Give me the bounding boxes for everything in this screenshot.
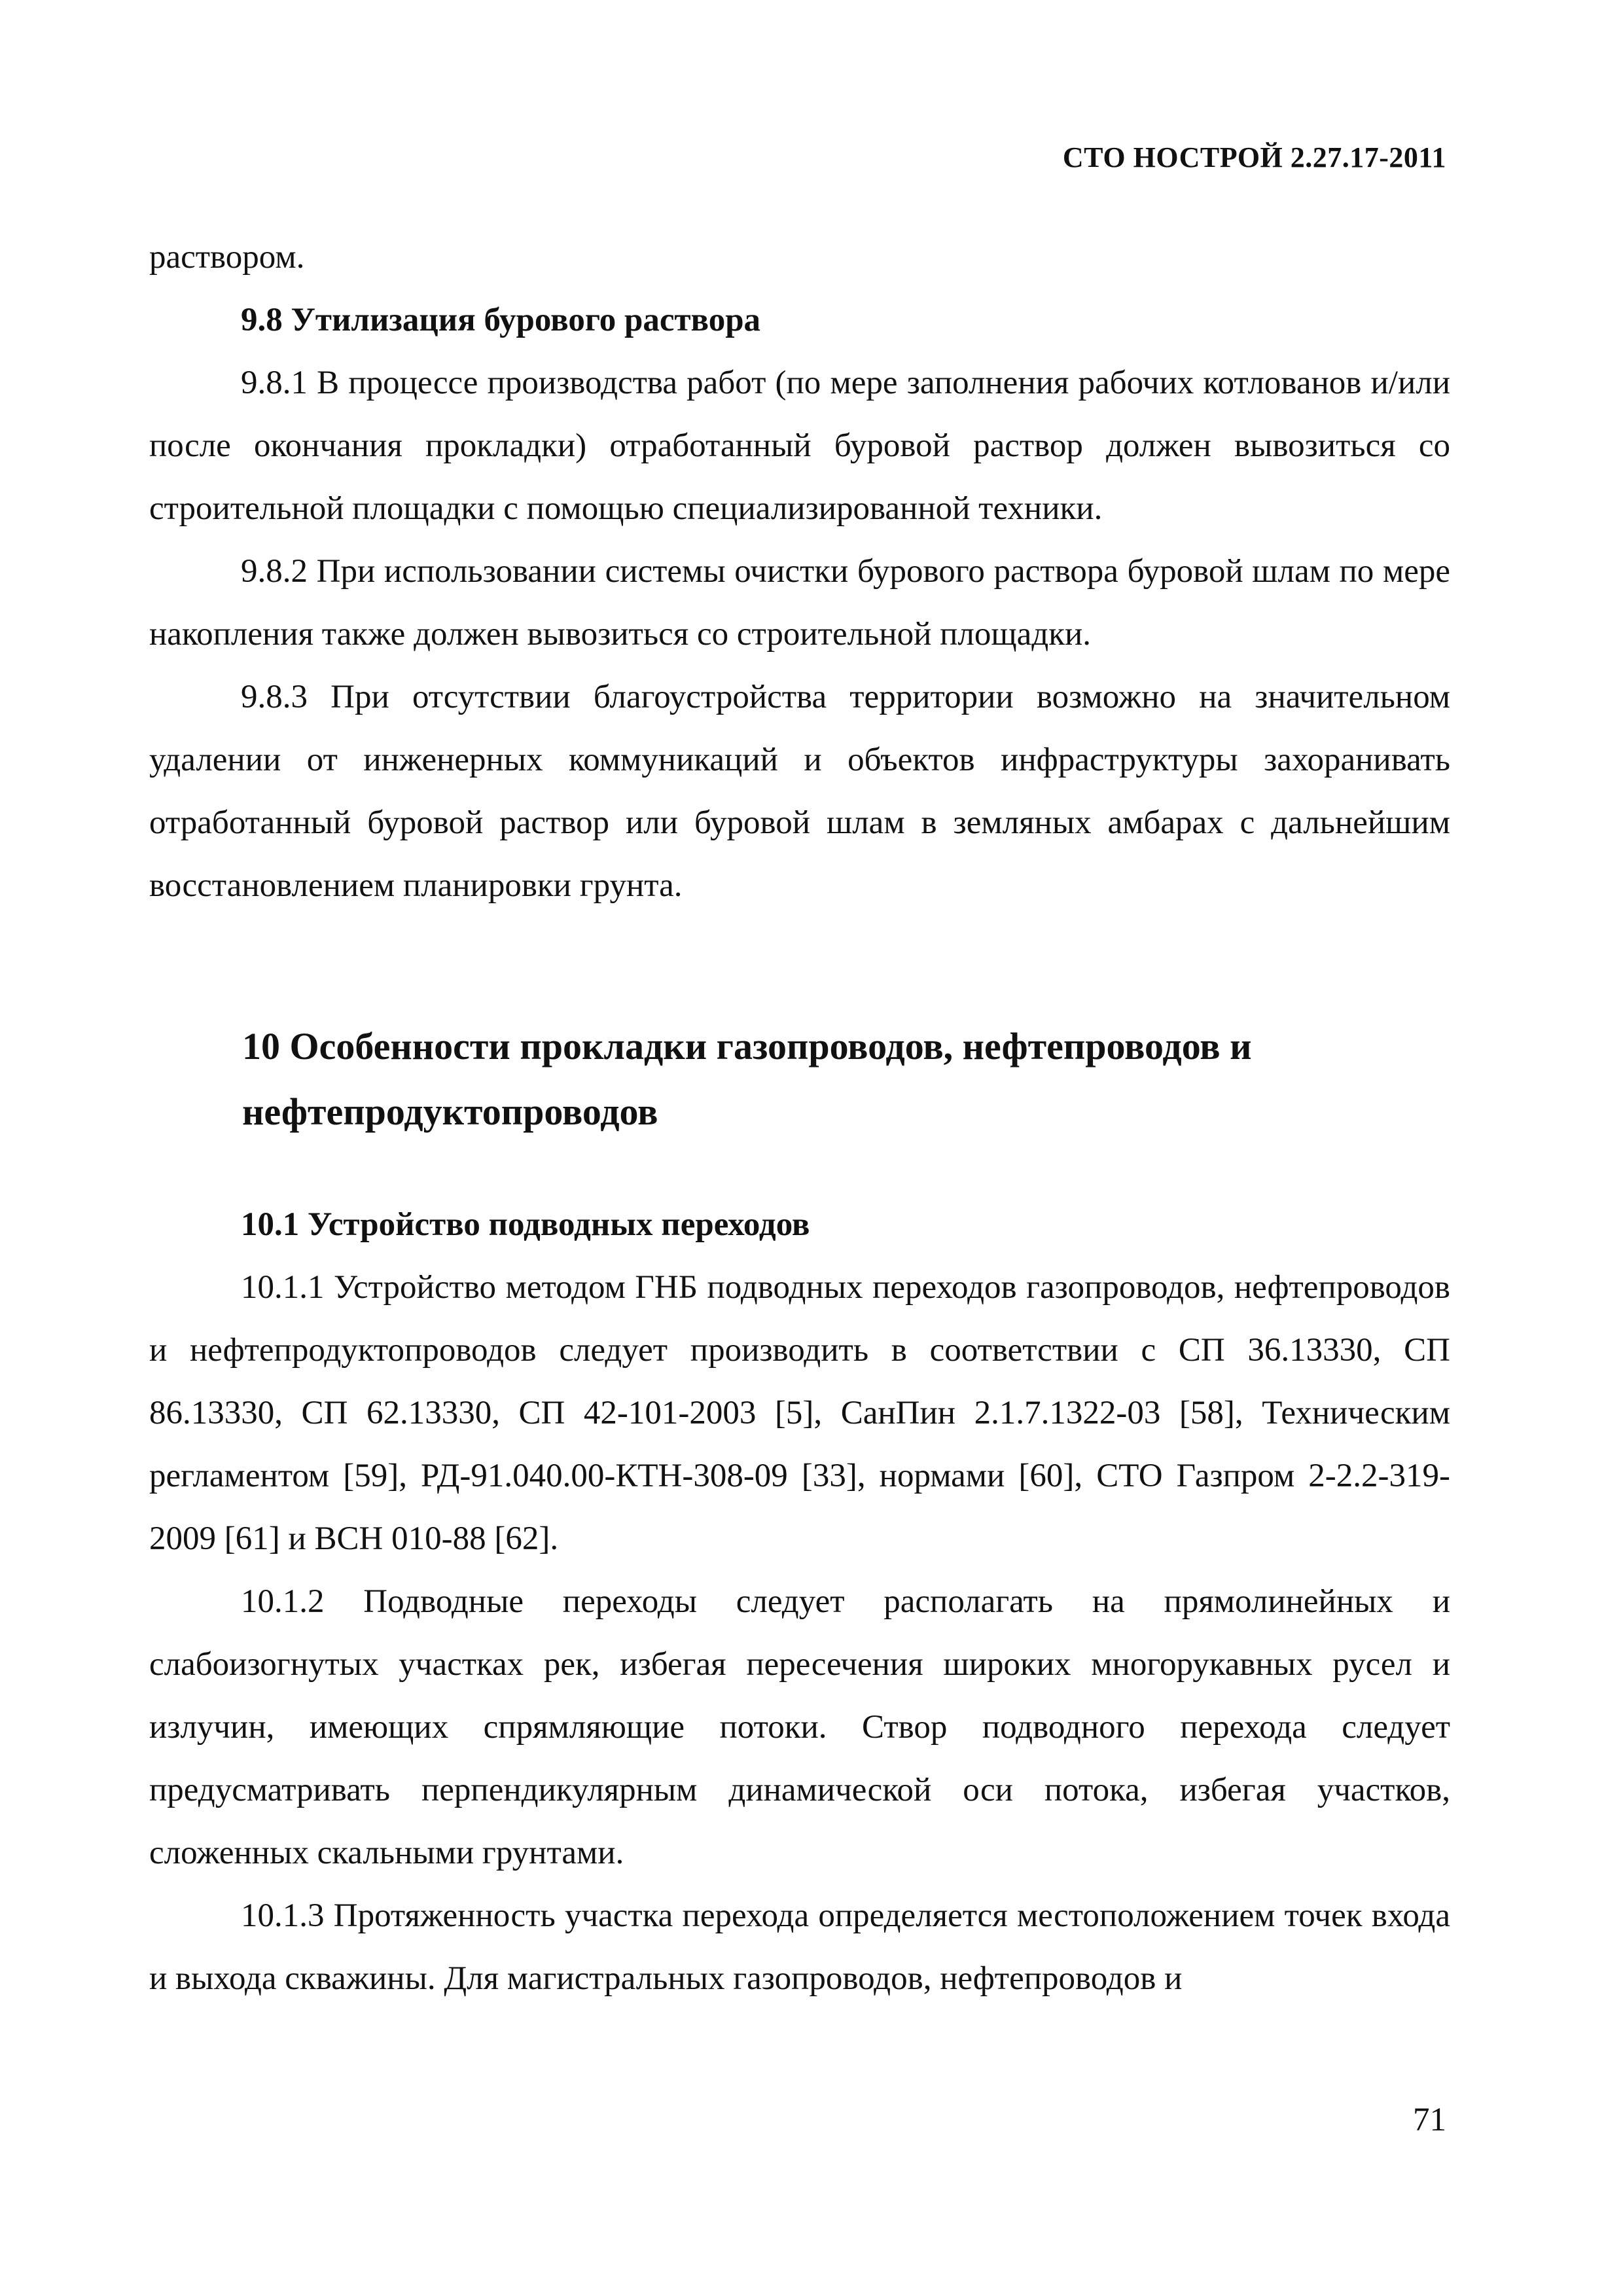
page-number: 71 bbox=[1413, 2102, 1446, 2138]
section-heading-10-1: 10.1 Устройство подводных переходов bbox=[241, 1206, 810, 1243]
paragraph-9-8-1: 9.8.1 В процессе производства работ (по мере заполнения рабочих котлованов и/или после окончания прокладки) отработанный буровой раствор должен вывозиться со строительной площадки с помощью специализированной техники. bbox=[149, 365, 1450, 527]
page-body bbox=[149, 226, 1450, 2010]
spacer bbox=[149, 1145, 1450, 1193]
document-header: СТО НОСТРОЙ 2.27.17-2011 bbox=[1062, 141, 1446, 173]
paragraph-9-8-3: 9.8.3 При отсутствии благоустройства территории возможно на значительном удалении от инженерных коммуникаций и объектов инфраструктуры захоранивать отработанный буровой раствор или буровой шлам в земляных амбарах с дальнейшим восстановлением планировки грунта. bbox=[149, 679, 1450, 904]
chapter-heading-10 bbox=[149, 1014, 1450, 1145]
chapter-heading-line-1: 10 Особенности прокладки газопроводов, нефтепроводов и bbox=[242, 1025, 1252, 1067]
continuation-text: раствором. bbox=[149, 239, 305, 276]
paragraph-10-1-3: 10.1.3 Протяженность участка перехода определяется местоположением точек входа и выхода скважины. Для магистральных газопроводов, нефтепроводов и bbox=[149, 1897, 1450, 1997]
section-heading-9-8: 9.8 Утилизация бурового раствора bbox=[241, 302, 761, 338]
paragraph-10-1-2: 10.1.2 Подводные переходы следует располагать на прямолинейных и слабоизогнутых участках рек, избегая пересечения широких многорукавных русел и излучин, имеющих спрямляющие потоки. Створ подводного перехода следует предусматривать перпендикулярным динамической оси потока, избегая участков, сложенных скальными грунтами. bbox=[149, 1583, 1450, 1871]
chapter-heading-line-2: нефтепродуктопроводов bbox=[242, 1090, 658, 1133]
paragraph-9-8-2: 9.8.2 При использовании системы очистки бурового раствора буровой шлам по мере накопления также должен вывозиться со строительной площадки. bbox=[149, 553, 1450, 653]
paragraph-10-1-1: 10.1.1 Устройство методом ГНБ подводных переходов газопроводов, нефтепроводов и нефтепродуктопроводов следует производить в соответствии с СП 36.13330, СП 86.13330, СП 62.13330, СП 42-101-2003 [5], СанПин 2.1.7.1322-03 [58], Техническим регламентом [59], РД-91.040.00-КТН-308-09 [33], нормами [60], СТО Газпром 2-2.2-319-2009 [61] и ВСН 010-88 [62]. bbox=[149, 1269, 1450, 1557]
